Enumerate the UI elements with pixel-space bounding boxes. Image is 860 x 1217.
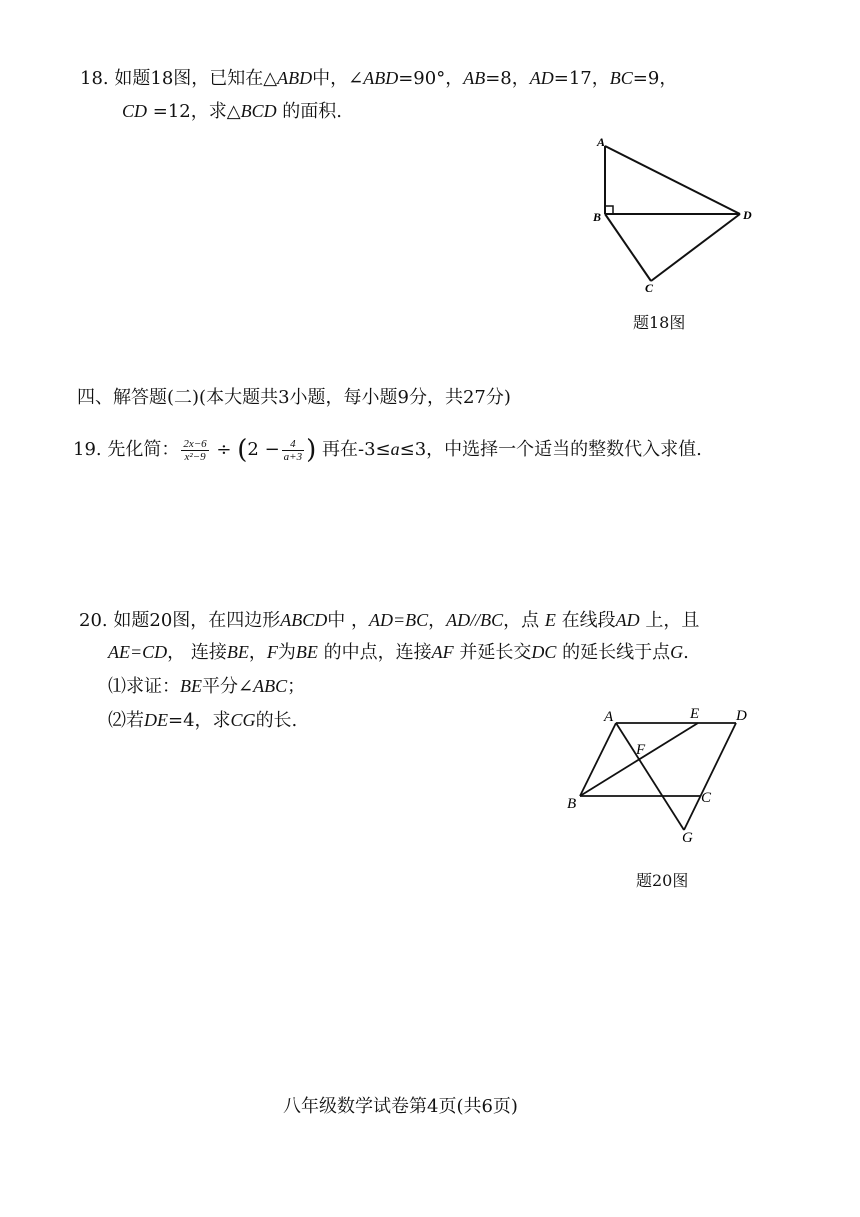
q19-var: a: [390, 439, 400, 459]
q18-text: =17，: [553, 68, 610, 89]
q20-text: ， 连接: [167, 642, 227, 663]
q20-var: AD: [615, 610, 640, 630]
q19-text: ≤3，中选择一个适当的整数代入求值.: [399, 439, 702, 460]
q20-part2: [108, 708, 297, 733]
q18-number: 18.: [80, 68, 109, 89]
q18-figure: [585, 130, 765, 300]
q20-var: BE: [226, 642, 249, 662]
q18-caption: 题18图: [633, 313, 686, 332]
q20-text: 的延长线于点: [556, 642, 671, 663]
q19-fraction-2: [282, 438, 304, 463]
q18-label-c: C: [645, 281, 654, 295]
q20-text: .: [683, 642, 689, 663]
q18-line1: [80, 66, 677, 91]
q20-text: ；: [287, 676, 306, 697]
q19-frac2-num: 4: [282, 438, 304, 451]
q20-text: 的中点，连接: [317, 642, 432, 663]
q18-text: 中，∠: [312, 68, 364, 89]
page-footer: 八年级数学试卷第4页(共6页): [283, 1096, 518, 1117]
q20-label-c: C: [701, 790, 712, 806]
q18-var: BCD: [240, 101, 277, 121]
q18-var: BC: [609, 68, 633, 88]
q18-var: AB: [463, 68, 486, 88]
q20-text: 为: [277, 642, 296, 663]
q20-label-g: G: [682, 830, 693, 846]
q19-number: 19.: [73, 439, 102, 460]
q18-text: =8，: [485, 68, 530, 89]
q20-text: 上，且: [639, 610, 700, 631]
q18-var: AD: [529, 68, 554, 88]
q20-var: DC: [531, 642, 557, 662]
q20-text: ⑴求证：: [108, 676, 180, 697]
q20-text: ，点: [503, 610, 545, 631]
q20-var: DE: [144, 710, 168, 730]
q20-figure: [560, 700, 760, 850]
q20-part1: [108, 674, 305, 699]
q19-fraction-1: [181, 438, 208, 463]
q18-line2: [122, 99, 342, 124]
q18-text: 如题18图，已知在△: [114, 68, 278, 89]
q20-line1: [79, 608, 699, 633]
q18-var: CD: [122, 101, 148, 121]
q19-divide: ÷: [216, 439, 232, 460]
q20-label-f: F: [636, 742, 646, 758]
q20-label-a: A: [604, 709, 614, 725]
q20-var: G: [670, 642, 684, 662]
q20-text: 的长.: [255, 710, 298, 731]
q20-text: ，: [248, 642, 267, 663]
q20-var: CG: [230, 710, 256, 730]
q18-var: ABD: [277, 68, 313, 88]
q20-var: ABCD: [280, 610, 328, 630]
q20-var: ABC: [253, 676, 288, 696]
q19-text: 再在-3≤: [322, 439, 391, 460]
q18-label-b: B: [593, 210, 602, 224]
q20-var: BE: [180, 676, 202, 696]
q20-text: 平分∠: [202, 676, 254, 697]
q20-line2: [108, 640, 689, 665]
section4-title: 四、解答题(二)(本大题共3小题，每小题9分，共27分): [77, 387, 511, 408]
q20-text: 中 ，: [327, 610, 370, 631]
q20-var: AD=BC: [369, 610, 429, 630]
q18-text: =9，: [632, 68, 678, 89]
q20-var: AE=CD: [108, 642, 168, 662]
q20-var: E: [544, 610, 556, 630]
q19-paren-open: (: [237, 435, 248, 465]
q20-number: 20.: [79, 610, 108, 631]
q20-var: BE: [295, 642, 318, 662]
q18-label-d: D: [743, 208, 752, 222]
q20-text: 如题20图，在四边形: [113, 610, 281, 631]
q20-var: AF: [431, 642, 454, 662]
q20-text: 并延长交: [453, 642, 532, 663]
q18-label-a: A: [597, 135, 606, 149]
q19-frac2-den: a+3: [283, 450, 303, 463]
q20-label-d: D: [736, 708, 747, 724]
q20-text: ⑵若: [108, 710, 144, 731]
q20-text: =4，求: [168, 710, 231, 731]
q20-label-b: B: [567, 796, 577, 812]
q19-line: [73, 437, 702, 463]
q20-label-e: E: [690, 706, 700, 722]
q20-text: 在线段: [555, 610, 616, 631]
q20-text: ，: [428, 610, 447, 631]
q18-text: =90°，: [398, 68, 464, 89]
q18-text: =12，求△: [147, 101, 241, 122]
q19-paren-close: ): [306, 435, 317, 465]
q20-caption: 题20图: [636, 871, 689, 890]
q19-frac1-num: 2x−6: [183, 437, 207, 450]
q19-two-minus: 2 −: [247, 439, 280, 460]
q19-text: 先化简：: [107, 439, 180, 460]
q20-var: F: [266, 642, 278, 662]
q18-var: ABD: [363, 68, 399, 88]
q18-text: 的面积.: [276, 101, 343, 122]
q19-frac1-den: x²−9: [184, 450, 206, 463]
q20-var: AD//BC: [446, 610, 504, 630]
